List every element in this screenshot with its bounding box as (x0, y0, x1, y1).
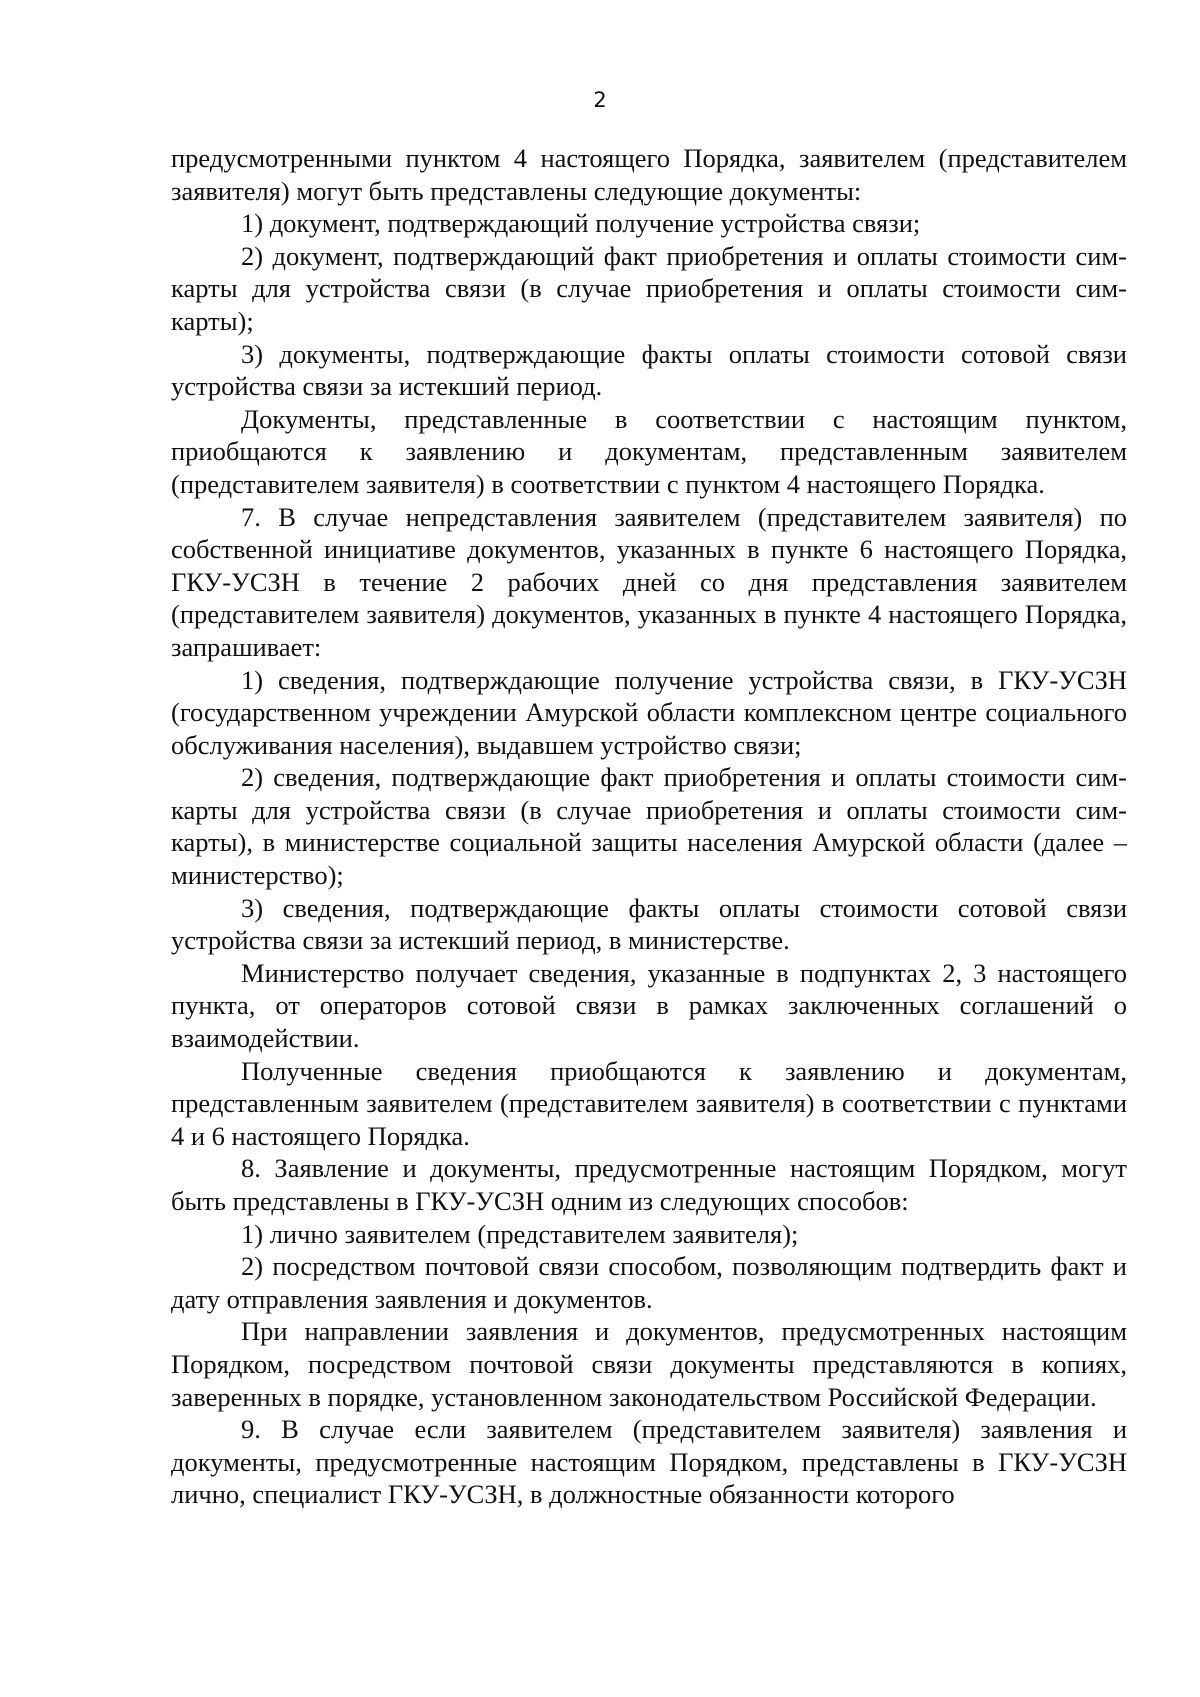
paragraph: Министерство получает сведения, указанные в подпунктах 2, 3 настоящего пункта, от операторов сотовой связи в рамках заключенных соглашений о взаимодействии. (171, 957, 1127, 1054)
paragraph-item-3: 3) документы, подтверждающие факты оплаты стоимости сотовой связи устройства связи за истекший период. (171, 338, 1127, 402)
page-number: 2 (593, 88, 607, 112)
paragraph-continuation: предусмотренными пунктом 4 настоящего Порядка, заявителем (представителем заявителя) могут быть представлены следующие документы: (171, 143, 1127, 206)
paragraph-item-1: 1) документ, подтверждающий получение устройства связи; (241, 208, 921, 239)
document-body (171, 142, 1127, 1511)
paragraph: Документы, представленные в соответствии с настоящим пунктом, приобщаются к заявлению и документам, представленным заявителем (представителем заявителя) в соответствии с пунктом 4 настоящего Порядка. (171, 403, 1127, 499)
clause-9: 9. В случае если заявителем (представителем заявителя) заявления и документы, предусмотренные настоящим Порядком, представлены в ГКУ-УСЗН лично, специалист ГКУ-УСЗН, в должностные обязанности которого (171, 1414, 1127, 1510)
paragraph-item-2: 2) посредством почтовой связи способом, позволяющим подтвердить факт и дату отправления заявления и документов. (171, 1251, 1127, 1314)
paragraph-item-3: 3) сведения, подтверждающие факты оплаты стоимости сотовой связи устройства связи за истекший период, в министерстве. (171, 892, 1127, 956)
clause-7: 7. В случае непредставления заявителем (представителем заявителя) по собственной инициативе документов, указанных в пункте 6 настоящего Порядка, ГКУ-УСЗН в течение 2 рабочих дней со дня представления заявителем (представителем заявителя) документов, указанных в пункте 4 настоящего Порядка, запрашивает: (171, 501, 1127, 662)
paragraph-item-1: 1) лично заявителем (представителем заявителя); (241, 1218, 799, 1249)
paragraph: При направлении заявления и документов, предусмотренных настоящим Порядком, посредством почтовой связи документы представляются в копиях, заверенных в порядке, установленном законодательством Российской Федерации. (171, 1316, 1127, 1412)
paragraph-item-1: 1) сведения, подтверждающие получение устройства связи, в ГКУ-УСЗН (государственном учреждении Амурской области комплексном центре социального обслуживания населения), выдавшем устройство связи; (171, 664, 1127, 760)
clause-8: 8. Заявление и документы, предусмотренные настоящим Порядком, могут быть представлены в ГКУ-УСЗН одним из следующих способов: (171, 1153, 1127, 1216)
paragraph: Полученные сведения приобщаются к заявлению и документам, представленным заявителем (представителем заявителя) в соответствии с пунктами 4 и 6 настоящего Порядка. (171, 1055, 1127, 1151)
paragraph-item-2: 2) сведения, подтверждающие факт приобретения и оплаты стоимости сим-карты для устройства связи (в случае приобретения и оплаты стоимости сим-карты), в министерстве социальной защиты населения Амурской области (далее – министерство); (171, 762, 1127, 891)
paragraph-item-2: 2) документ, подтверждающий факт приобретения и оплаты стоимости сим-карты для устройства связи (в случае приобретения и оплаты стоимости сим-карты); (171, 240, 1127, 336)
